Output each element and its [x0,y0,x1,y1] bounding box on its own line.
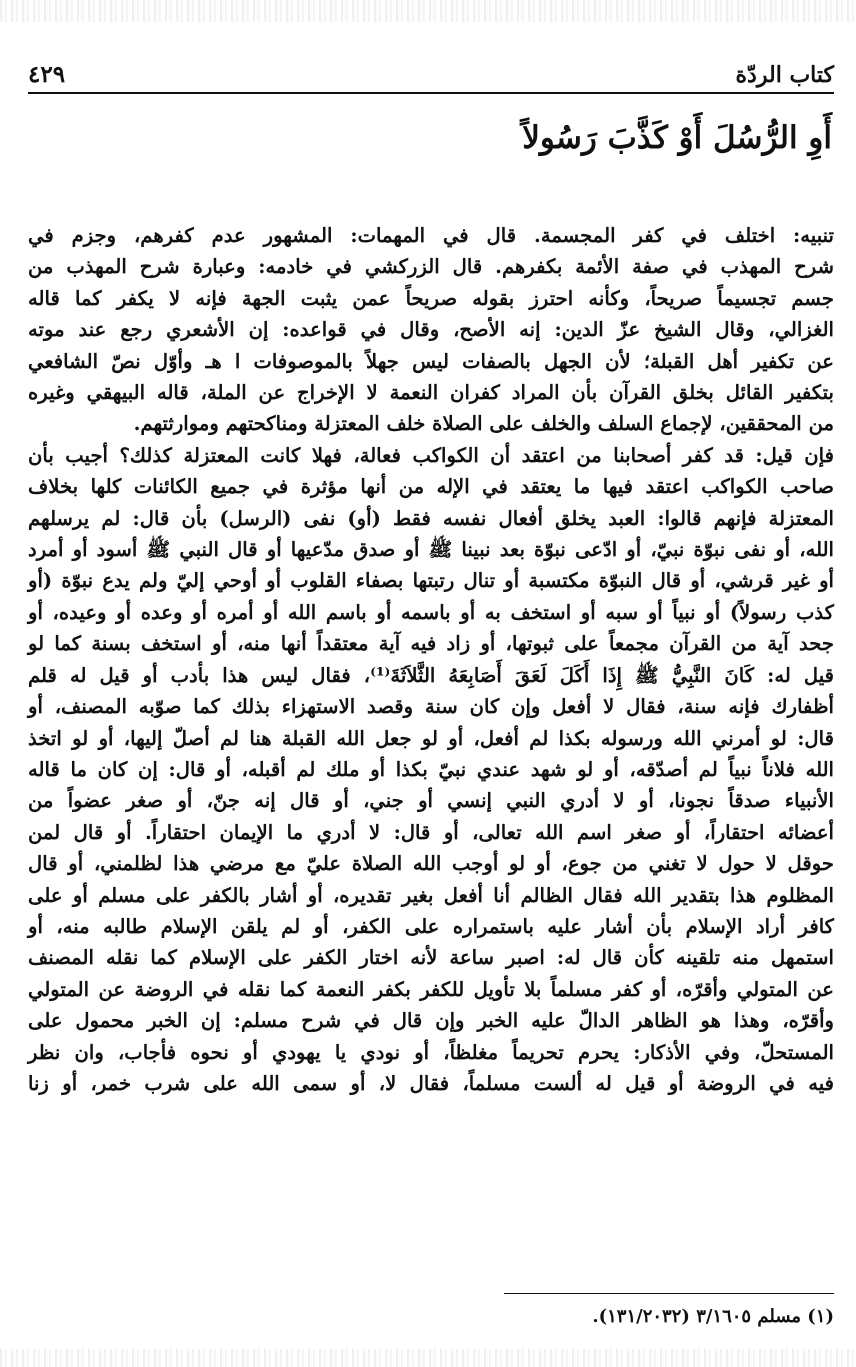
body-line: جسم تجسيماً صريحاً، وكأنه احترز بقوله صريحاً عمن يثبت الجهة فإنه لا يكفر كما قاله [28,286,834,310]
body-line: أعضائه احتقاراً، أو صغر اسم الله تعالى، أو قال: لا أدري ما الإيمان احتقاراً. أو قال لمن [28,820,834,844]
body-line: الله، أو نفى نبوّة نبيّ، أو ادّعى نبوّة بعد نبينا ﷺ أو صدق مدّعيها أو قال النبي ﷺ أسود أو أمرد [28,538,834,562]
body-line: وأقرّه، وهذا هو الظاهر الدالّ عليه الخبر وإن قال في شرح مسلم: إن الخبر محمول على [28,1009,834,1033]
body-line: بتكفير القائل بخلق القرآن بأن المراد كفران النعمة لا الإخراج عن الملة، قاله البيهقي وغيره [28,381,834,405]
scan-noise-bottom [0,1349,856,1367]
running-header [28,48,834,94]
body-line: الغزالي، وقال الشيخ عزّ الدين: إنه الأصح، وقال في قواعده: إن الأشعري رجع عند موته [28,318,834,342]
body-line: استمهل منه تلقينه كأن قال له: اصبر ساعة لأنه اختار الكفر على الإسلام كما نقله المصنف [28,946,834,970]
book-page [28,30,834,1340]
page-number: ٤٢٩ [28,61,66,88]
body-line: فيه في الروضة أو قيل له ألست مسلماً، فقال لا، أو سمى الله على شرب خمر، أو زنا [28,1071,834,1095]
body-line: جحد آية من القرآن مجمعاً على ثبوتها، أو زاد فيه آية معتقداً أنها منه، أو استخف بسنة كما لو [28,632,834,656]
body-line: كذب رسولاً) أو نبياً أو سبه أو استخف به أو باسمه أو باسم الله أو أمره أو وعده أو وعيده، أو [28,600,834,624]
body-line: حوقل لا حول لا تغني من جوع، أو لو أوجب الله الصلاة عليّ مع مرضي هذا لظلمني، أو قال [28,852,834,876]
body-line: أظفارك فإنه سنة، فقال لا أفعل وإن كان سنة وقصد الاستهزاء بذلك كما صوّبه المصنف، أو [28,695,834,719]
body-line: من المحققين، لإجماع السلف والخلف على الصلاة خلف المعتزلة ومناكحتهم وموارثتهم. [133,412,834,436]
body-line: المستحلّ، وفي الأذكار: يحرم تحريماً مغلظاً، أو نودي يا يهودي أو نحوه فأجاب، وان نظر [28,1040,834,1064]
body-line: الله فلاناً نبياً لم أصدّقه، أو لو شهد عندي نبيّ بكذا أو ملك لم أقبله، أو قال: إن كان ما قاله [28,757,834,781]
footnote: (١) مسلم ٣/١٦٠٥ (١٣١/٢٠٣٢). [592,1306,834,1327]
body-line: شرح المهذب في صفة الأئمة بكفرهم. قال الزركشي في خادمه: وعبارة شرح المهذب من [28,255,834,279]
body-line: قال: لو أمرني الله ورسوله بكذا لم أفعل، أو لو جعل الله القبلة هنا لم أصلّ إليها، أو لو اتخذ [28,726,834,750]
body-line: صاحب الكواكب اعتقد فيها ما يعتقد في الإله من أنها مؤثرة في جميع الكائنات كلها بخلاف [28,475,834,499]
body-line: كافر أراد الإسلام بأن أشار عليه باستمراره على الكفر، أو لم يلقن الإسلام طالبه منه، أو [28,914,834,938]
book-title: كتاب الردّة [735,62,834,88]
body-line: عن المتولي وأقرّه، أو كفر مسلماً بلا تأويل للكفر بكفر النعمة كما نقله في الروضة عن المتولي [28,977,834,1001]
scan-noise-top [0,0,856,22]
body-line: أو غير قرشي، أو قال النبوّة مكتسبة أو تنال رتبتها بصفاء القلوب أو أوحي إليّ ولم يدع نبوّة (أو [28,569,834,593]
body-line: عن تكفير أهل القبلة؛ لأن الجهل بالصفات ليس جهلاً بالموصوفات ا هـ وأوّل نصّ الشافعي [28,349,834,373]
body-line: تنبيه: اختلف في كفر المجسمة. قال في المهمات: المشهور عدم كفرهم، وجزم في [28,224,834,247]
body-line: المعتزلة فإنهم قالوا: العبد يخلق أفعال نفسه فقط (أو) نفى (الرسل) بأن قال: لم يرسلهم [28,506,834,530]
verse-line: أَوِ الرُّسُلَ أَوْ كَذَّبَ رَسُولاً [522,120,832,156]
body-text [28,220,834,1099]
body-line: فإن قيل: قد كفر أصحابنا من اعتقد أن الكواكب فعالة، فهلا كانت المعتزلة كذلك؟ أجيب بأن [28,443,834,467]
body-line: المظلوم هذا بتقدير الله فقال الظالم أنا أفعل بغير تقديره، أو أشار بالكفر على مسلم أو على [28,883,834,907]
body-line: قيل له: كَانَ النَّبِيُّ ﷺ إِذَا أَكَلَ لَعَقَ أَصَابِعَهُ الثَّلاَثَةَ⁽¹⁾، فقال ليس هذا بأدب أو قيل له قلم [28,663,834,687]
footnote-divider [504,1293,834,1294]
body-line: الأنبياء صدقاً نجونا، أو لا أدري النبي إنسي أو جني، أو قال إنه جنّ، أو صغر عضواً من [28,789,834,813]
